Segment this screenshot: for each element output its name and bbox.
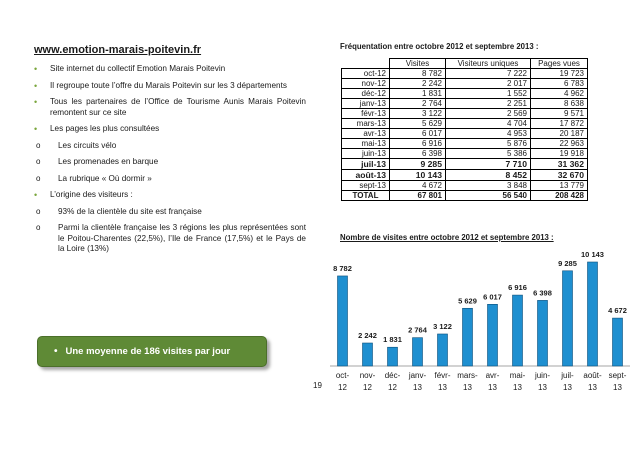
table-cell-visites: 5 629 [390, 119, 446, 129]
bullet-text: Il regroupe toute l’offre du Marais Poitevin sur les 3 départements [50, 80, 287, 90]
bullet-item [34, 190, 306, 201]
table-cell-month: nov-12 [342, 79, 390, 89]
bullet-icon: • [54, 346, 58, 357]
data-label: 3 122 [433, 321, 452, 331]
bar [438, 334, 448, 366]
table-cell-visites: 6 398 [390, 149, 446, 159]
sub-bullet-item [34, 174, 306, 185]
data-label: 8 782 [333, 263, 352, 273]
table-cell-pages: 8 638 [531, 99, 588, 109]
table-cell-visites: 67 801 [390, 191, 446, 201]
table-header: Visites [390, 59, 446, 69]
table-corner [342, 59, 390, 69]
table-cell-pages: 6 783 [531, 79, 588, 89]
circle-bullet-icon: o [36, 206, 41, 216]
table-cell-pages: 4 962 [531, 89, 588, 99]
table-row [342, 170, 588, 181]
bar [588, 262, 598, 366]
bullet-icon: • [34, 80, 38, 91]
table-cell-visites: 2 764 [390, 99, 446, 109]
x-tick-label: 12 [388, 383, 397, 392]
table-cell-uniques: 4 704 [446, 119, 531, 129]
data-label: 2 242 [358, 331, 377, 341]
table-row [342, 79, 588, 89]
table-cell-uniques: 8 452 [446, 170, 531, 181]
bullet-icon: • [34, 97, 38, 107]
table-row [342, 119, 588, 129]
table-cell-month: juin-13 [342, 149, 390, 159]
x-tick-label: mai- [509, 371, 526, 380]
table-cell-month: TOTAL [342, 191, 390, 201]
bullet-text: Les circuits vélo [58, 140, 117, 150]
table-cell-pages: 20 187 [531, 129, 588, 139]
table-cell-uniques: 5 386 [446, 149, 531, 159]
table-cell-visites: 1 831 [390, 89, 446, 99]
bullet-item [34, 97, 306, 118]
x-tick-label: 13 [488, 383, 497, 392]
sub-bullet-item [34, 157, 306, 168]
table-cell-pages: 19 723 [531, 69, 588, 79]
x-tick-label: 13 [463, 383, 472, 392]
table-row [342, 109, 588, 119]
bullet-item [34, 81, 306, 92]
table-cell-visites: 4 672 [390, 181, 446, 191]
x-tick-label: oct- [335, 371, 350, 380]
bullet-text: L’origine des visiteurs : [50, 190, 133, 199]
bar [563, 271, 573, 366]
x-tick-label: déc- [384, 371, 401, 380]
x-tick-label: juil- [561, 371, 574, 380]
circle-bullet-icon: o [36, 157, 41, 166]
bullet-item [34, 124, 306, 135]
table-cell-uniques: 2 569 [446, 109, 531, 119]
table-cell-visites: 8 782 [390, 69, 446, 79]
table-cell-visites: 6 017 [390, 129, 446, 139]
x-tick-label: 13 [563, 383, 572, 392]
data-label: 1 831 [383, 335, 402, 345]
table-cell-uniques: 1 552 [446, 89, 531, 99]
bar [463, 308, 473, 366]
bullet-text: Les promenades en barque [58, 157, 159, 166]
highlight-box [37, 336, 267, 367]
bar [363, 343, 373, 366]
bullet-text: Parmi la clientèle française les 3 régions les plus représentées sont le Poitou-Charentes (22,5%), l’Ile de France (17,5%) et le Pays de la Loire (13%) [58, 223, 306, 253]
table-cell-month: juil-13 [342, 159, 390, 170]
table-row [342, 159, 588, 170]
bullet-text: La rubrique « Où dormir » [58, 173, 152, 183]
bullet-icon: • [34, 190, 38, 200]
bullet-icon: • [34, 124, 38, 134]
bullet-text: Les pages les plus consultées [50, 124, 160, 133]
data-label: 6 017 [483, 292, 502, 302]
x-tick-label: févr- [434, 371, 451, 380]
table-total-row [342, 191, 588, 201]
bar [513, 295, 523, 366]
table-cell-uniques: 3 848 [446, 181, 531, 191]
x-tick-label: 13 [413, 383, 422, 392]
table-cell-month: févr-13 [342, 109, 390, 119]
bar [413, 338, 423, 366]
table-row [342, 69, 588, 79]
table-cell-visites: 2 242 [390, 79, 446, 89]
table-cell-month: déc-12 [342, 89, 390, 99]
table-row [342, 149, 588, 159]
data-label: 10 143 [581, 250, 604, 259]
table-cell-visites: 9 285 [390, 159, 446, 170]
x-tick-label: juin- [534, 371, 551, 380]
x-tick-label: avr- [485, 371, 500, 380]
table-cell-month: mars-13 [342, 119, 390, 129]
data-label: 6 916 [508, 283, 527, 293]
x-tick-label: janv- [408, 371, 427, 380]
x-tick-label: 13 [438, 383, 447, 392]
page-number: 19 [313, 381, 322, 390]
bullet-text: Site internet du collectif Emotion Marais Poitevin [50, 64, 226, 73]
table-cell-uniques: 56 540 [446, 191, 531, 201]
x-tick-label: 13 [538, 383, 547, 392]
visits-bar-chart [330, 246, 634, 396]
table-cell-month: janv-13 [342, 99, 390, 109]
visits-table [341, 58, 588, 201]
x-tick-label: sept- [608, 371, 627, 380]
table-cell-pages: 13 779 [531, 181, 588, 191]
table-row [342, 129, 588, 139]
table-cell-pages: 31 362 [531, 159, 588, 170]
sub-bullet-item [34, 223, 306, 255]
table-cell-uniques: 4 953 [446, 129, 531, 139]
bullet-text: Tous les partenaires de l’Office de Tourisme Aunis Marais Poitevin remontent sur ce site [50, 97, 306, 117]
table-row [342, 99, 588, 109]
highlight-text: Une moyenne de 186 visites par jour [65, 346, 231, 357]
x-tick-label: 13 [588, 383, 597, 392]
table-cell-uniques: 2 017 [446, 79, 531, 89]
table-cell-month: avr-13 [342, 129, 390, 139]
table-cell-pages: 32 670 [531, 170, 588, 181]
data-label: 6 398 [533, 288, 552, 298]
table-row [342, 89, 588, 99]
bar [388, 347, 398, 366]
table-header-row [342, 59, 588, 69]
bullet-icon: • [34, 64, 38, 74]
x-tick-label: août- [583, 371, 602, 380]
table-cell-pages: 19 918 [531, 149, 588, 159]
table-cell-month: oct-12 [342, 69, 390, 79]
chart-title: Nombre de visites entre octobre 2012 et septembre 2013 : [340, 233, 554, 242]
bar [538, 300, 548, 366]
table-cell-visites: 6 916 [390, 139, 446, 149]
sub-bullet-item [34, 141, 306, 152]
table-cell-pages: 17 872 [531, 119, 588, 129]
table-cell-uniques: 2 251 [446, 99, 531, 109]
table-cell-uniques: 5 876 [446, 139, 531, 149]
table-cell-visites: 10 143 [390, 170, 446, 181]
table-cell-month: sept-13 [342, 181, 390, 191]
bar [488, 304, 498, 366]
table-cell-uniques: 7 710 [446, 159, 531, 170]
table-header: Visiteurs uniques [446, 59, 531, 69]
x-tick-label: nov- [359, 371, 376, 380]
x-tick-label: 13 [513, 383, 522, 392]
x-tick-label: 12 [338, 383, 347, 392]
table-cell-visites: 3 122 [390, 109, 446, 119]
x-tick-label: mars- [457, 371, 478, 380]
circle-bullet-icon: o [36, 140, 41, 150]
x-tick-label: 13 [613, 383, 622, 392]
bullet-text: 93% de la clientèle du site est française [58, 206, 202, 216]
table-row [342, 181, 588, 191]
table-cell-pages: 208 428 [531, 191, 588, 201]
table-row [342, 139, 588, 149]
bar [613, 318, 623, 366]
x-tick-label: 12 [363, 383, 372, 392]
data-label: 9 285 [558, 258, 577, 268]
data-label: 5 629 [458, 296, 477, 306]
table-header: Pages vues [531, 59, 588, 69]
bar [338, 276, 348, 366]
left-bullet-list [34, 64, 306, 261]
table-cell-month: mai-13 [342, 139, 390, 149]
table-title: Fréquentation entre octobre 2012 et septembre 2013 : [340, 42, 539, 51]
site-title: www.emotion-marais-poitevin.fr [34, 44, 202, 56]
bullet-item [34, 64, 306, 75]
circle-bullet-icon: o [36, 223, 41, 232]
table-cell-pages: 9 571 [531, 109, 588, 119]
data-label: 2 764 [408, 325, 427, 335]
table-cell-pages: 22 963 [531, 139, 588, 149]
data-label: 4 672 [608, 306, 627, 316]
table-cell-month: août-13 [342, 170, 390, 181]
sub-bullet-item [34, 207, 306, 218]
table-cell-uniques: 7 222 [446, 69, 531, 79]
circle-bullet-icon: o [36, 173, 41, 183]
